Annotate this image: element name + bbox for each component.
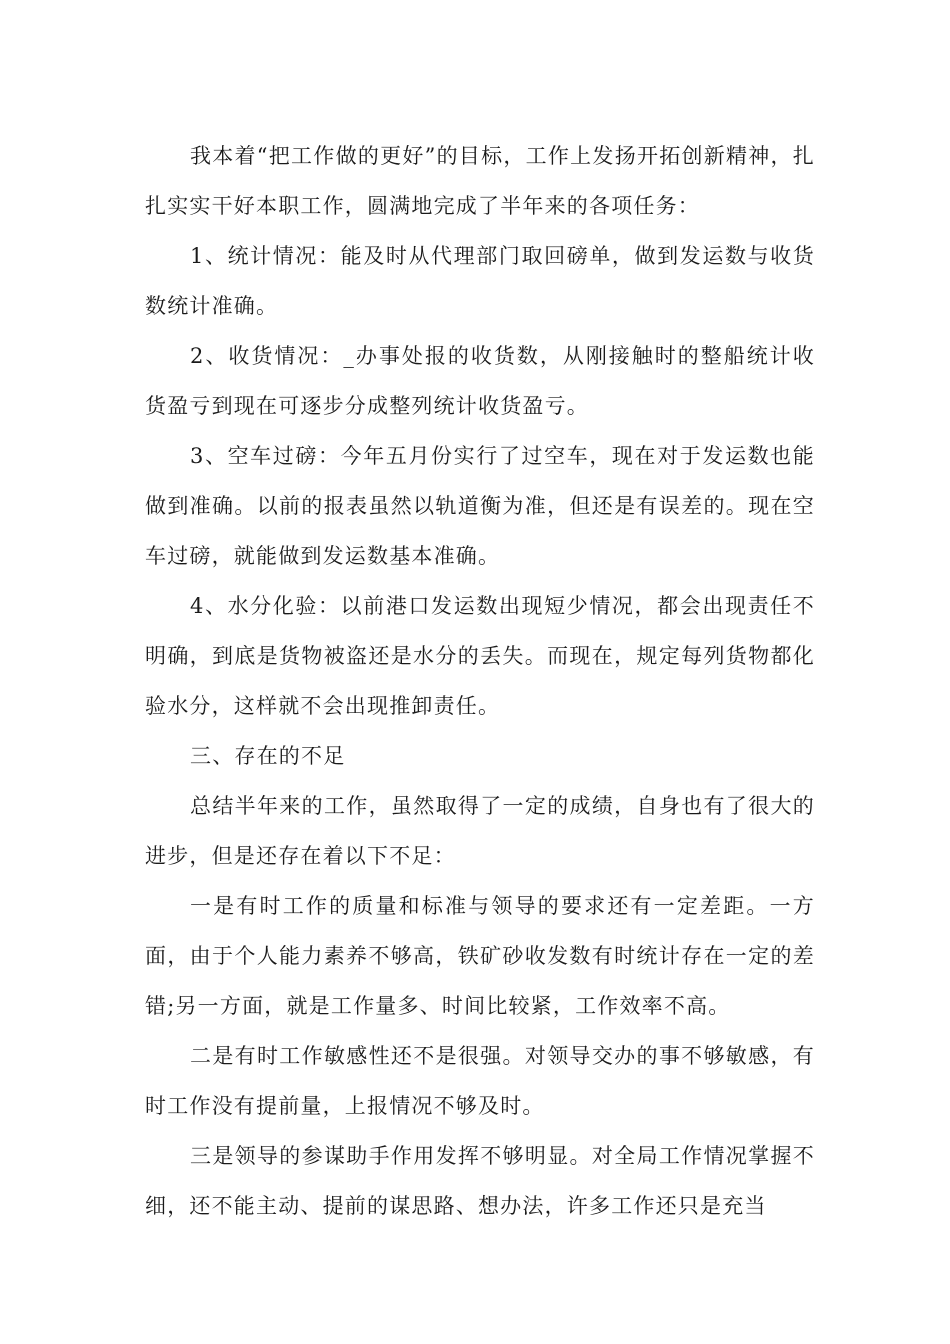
paragraph-shortcoming-2: 二是有时工作敏感性还不是很强。对领导交办的事不够敏感，有时工作没有提前量，上报情况不够及时。 [145, 1044, 815, 1118]
paragraph-moisture-test: 4、水分化验：以前港口发运数出现短少情况，都会出现责任不明确，到底是货物被盗还是水分的丢失。而现在，规定每列货物都化验水分，这样就不会出现推卸责任。 [145, 594, 815, 718]
paragraph-summary: 总结半年来的工作，虽然取得了一定的成绩，自身也有了很大的进步，但是还存在着以下不足： [145, 794, 815, 868]
paragraph-empty-weighing: 3、空车过磅：今年五月份实行了过空车，现在对于发运数也能做到准确。以前的报表虽然以轨道衡为准，但还是有误差的。现在空车过磅，就能做到发运数基本准确。 [145, 444, 815, 568]
paragraph-statistics: 1、统计情况：能及时从代理部门取回磅单，做到发运数与收货数统计准确。 [145, 244, 815, 318]
paragraph-shortcoming-1: 一是有时工作的质量和标准与领导的要求还有一定差距。一方面，由于个人能力素养不够高，铁矿砂收发数有时统计存在一定的差错;另一方面，就是工作量多、时间比较紧，工作效率不高。 [145, 894, 815, 1018]
section-heading-shortcomings: 三、存在的不足 [190, 744, 346, 768]
paragraph-shortcoming-3: 三是领导的参谋助手作用发挥不够明显。对全局工作情况掌握不细，还不能主动、提前的谋思路、想办法，许多工作还只是充当 [145, 1144, 815, 1218]
document-body [145, 131, 815, 1231]
paragraph-receiving: 2、收货情况：_办事处报的收货数，从刚接触时的整船统计收货盈亏到现在可逐步分成整列统计收货盈亏。 [145, 344, 815, 418]
paragraph-intro: 我本着“把工作做的更好”的目标，工作上发扬开拓创新精神，扎扎实实干好本职工作，圆满地完成了半年来的各项任务： [145, 144, 815, 218]
